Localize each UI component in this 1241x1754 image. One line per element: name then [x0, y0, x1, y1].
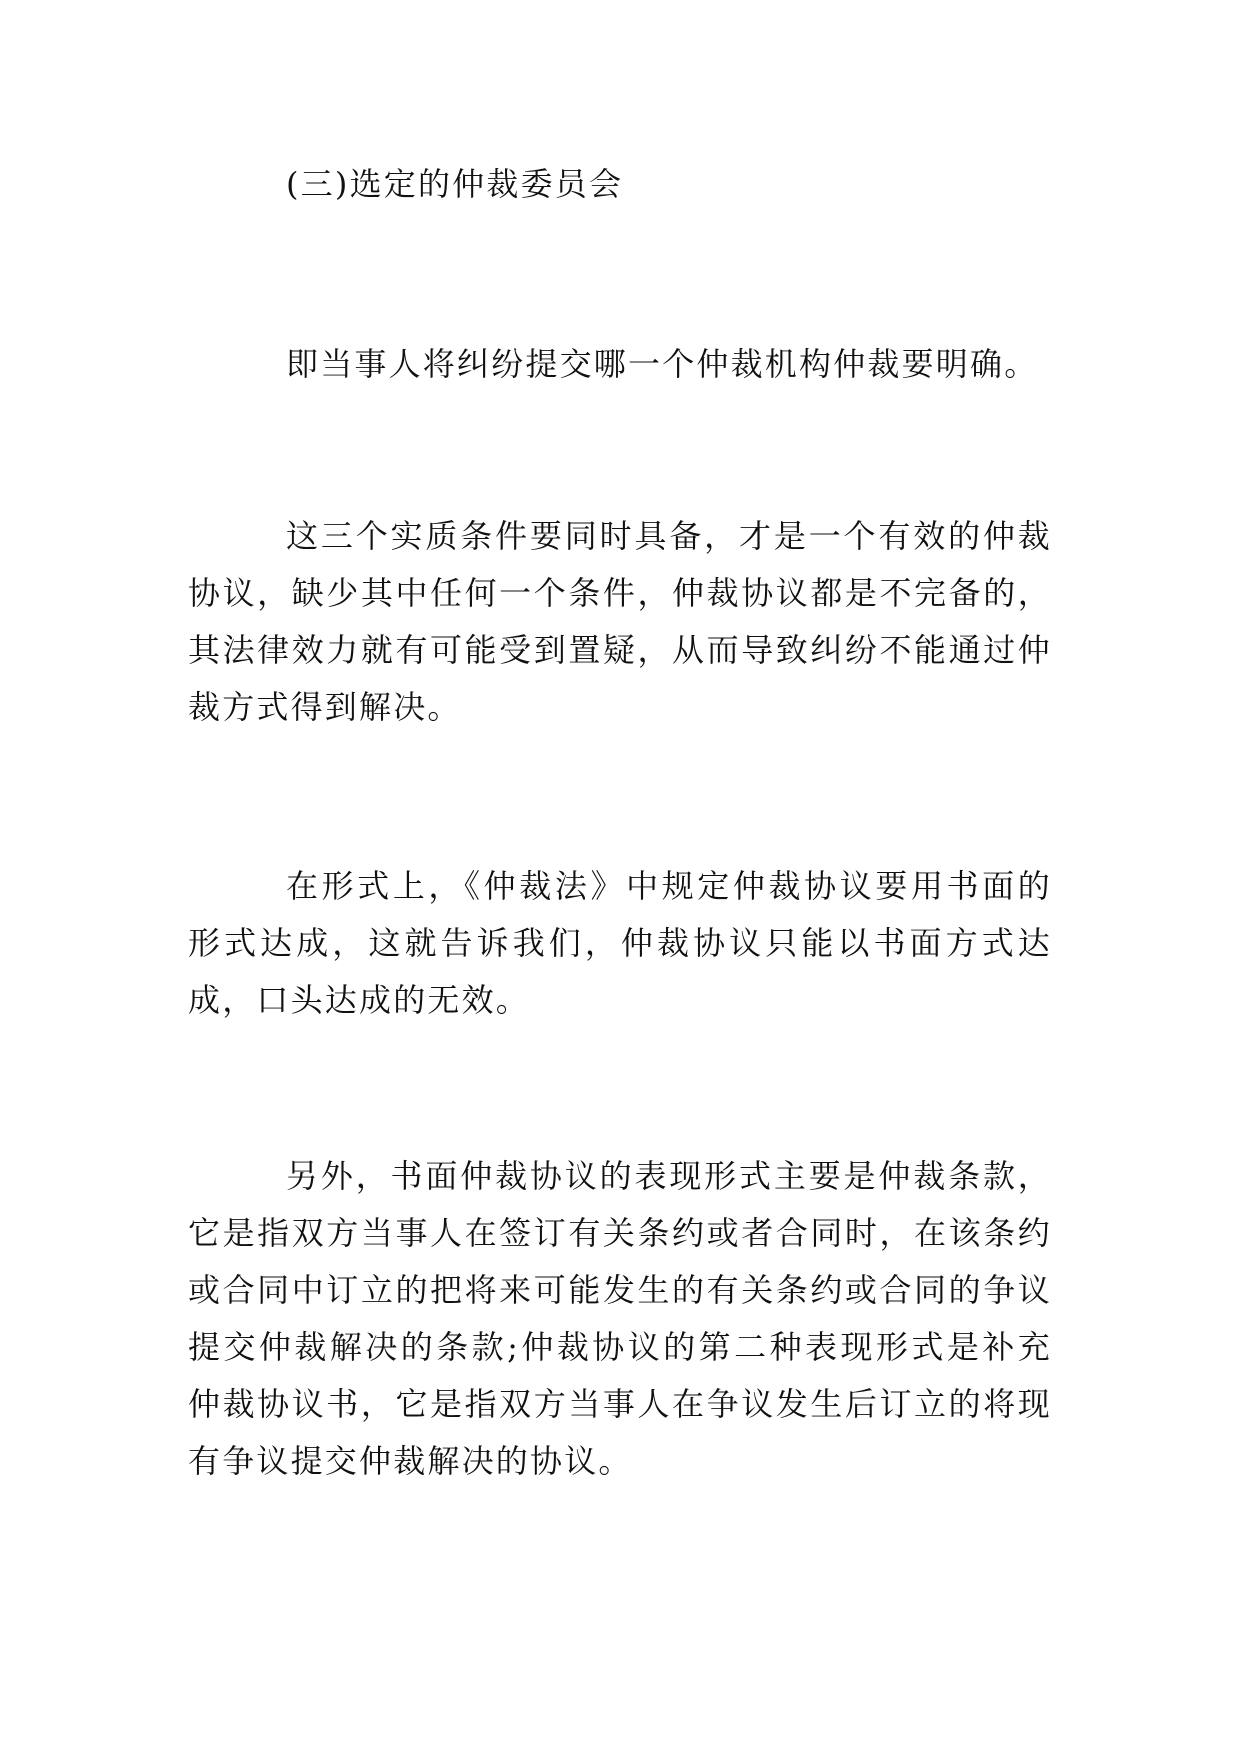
section-heading: (三)选定的仲裁委员会: [286, 165, 624, 203]
paragraph: 另外，书面仲裁协议的表现形式主要是仲裁条款，它是指双方当事人在签订有关条约或者合同时，在该条约或合同中订立的把将来可能发生的有关条约或合同的争议提交仲裁解决的条款;仲裁协议的第二种表现形式是补充仲裁协议书，它是指双方当事人在争议发生后订立的将现有争议提交仲裁解决的协议。: [188, 1157, 1052, 1480]
paragraph: 这三个实质条件要同时具备，才是一个有效的仲裁协议，缺少其中任何一个条件，仲裁协议都是不完备的，其法律效力就有可能受到置疑，从而导致纠纷不能通过仲裁方式得到解决。: [188, 517, 1052, 726]
paragraph: 在形式上，《仲裁法》中规定仲裁协议要用书面的形式达成，这就告诉我们，仲裁协议只能以书面方式达成，口头达成的无效。: [188, 867, 1052, 1019]
paragraph: 即当事人将纠纷提交哪一个仲裁机构仲裁要明确。: [286, 345, 1039, 383]
